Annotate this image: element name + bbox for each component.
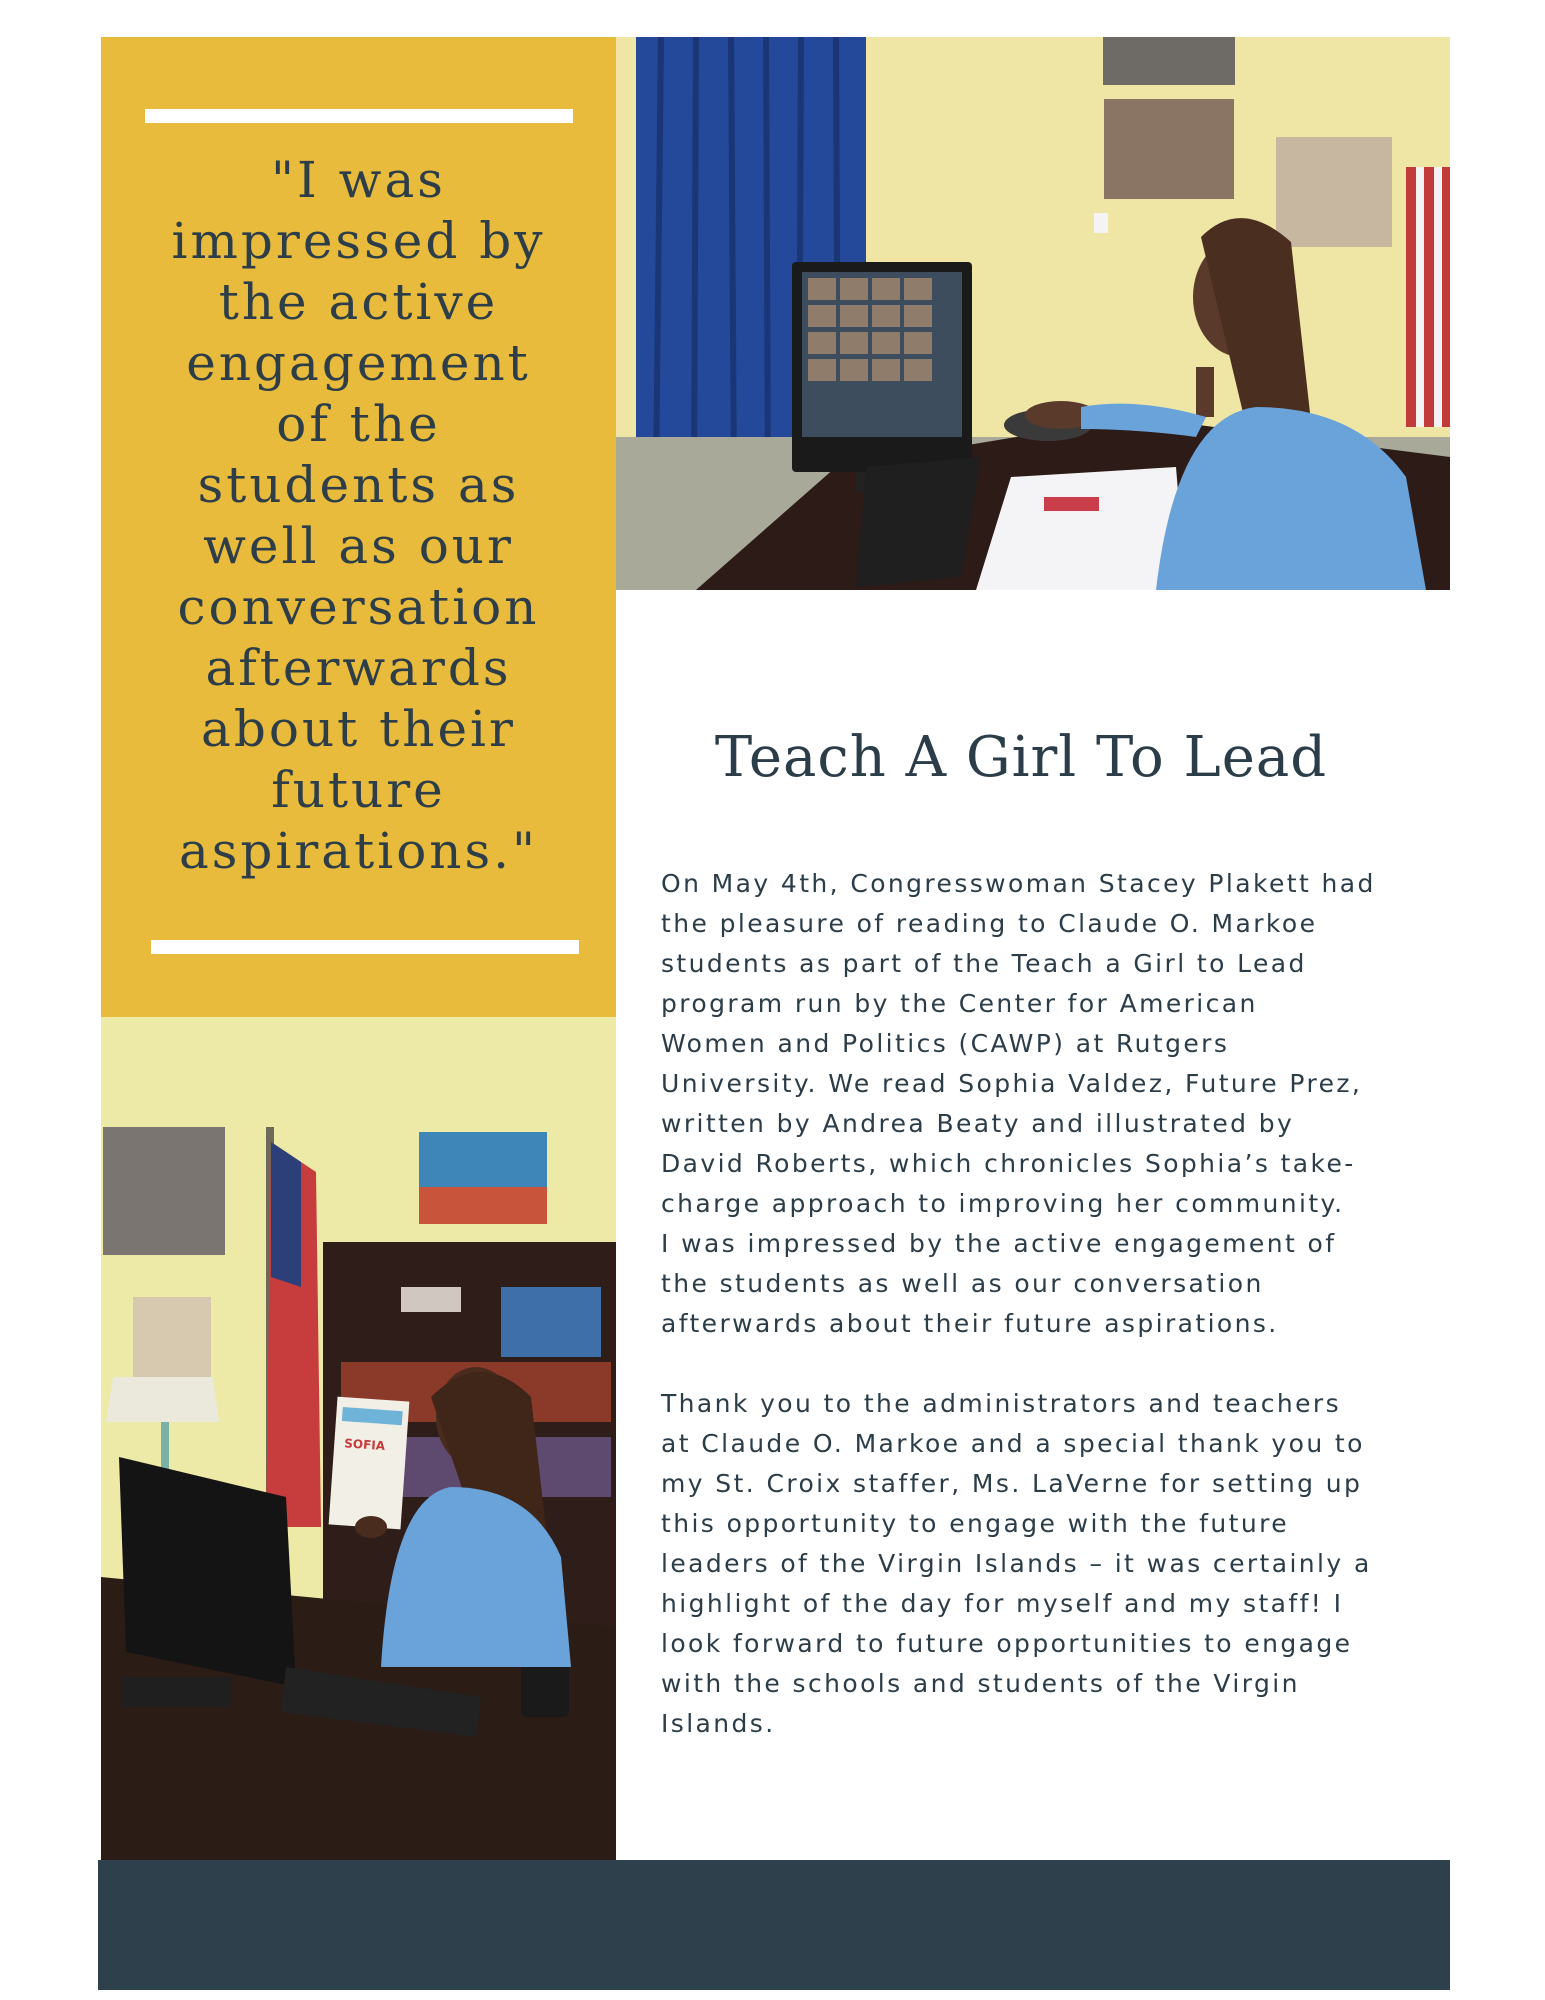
- article-title: Teach A Girl To Lead: [714, 725, 1328, 790]
- book-cover-text: SOFIA: [343, 1436, 386, 1454]
- pull-quote: "I was impressed by the active engagement of the students as well as our conversation afterwards about their future aspirations.": [171, 151, 546, 880]
- article-paragraph-2: Thank you to the administrators and teachers at Claude O. Markoe and a special thank you to my St. Croix staffer, Ms. LaVerne for setting up this opportunity to engage with the future leaders of the Virgin Islands – it was certainly a highlight of the day for myself and my staff! I look forward to future opportunities to engage with the schools and students of the Virgin Islands.: [661, 1389, 1372, 1738]
- article-body: [661, 864, 1431, 1784]
- photo-virtual-class: [616, 37, 1450, 590]
- photo-reading-book: [101, 1017, 616, 1860]
- quote-divider-bottom: [151, 940, 579, 954]
- quote-divider-top: [145, 109, 573, 123]
- footer-band: [98, 1860, 1450, 1990]
- article-paragraph-1: On May 4th, Congresswoman Stacey Plakett had the pleasure of reading to Claude O. Markoe students as part of the Teach a Girl to Lead program run by the Center for American Women and Politics (CAWP) at Rutgers University. We read Sophia Valdez, Future Prez, written by Andrea Beaty and illustrated by David Roberts, which chronicles Sophia’s take- charge approach to improving her community. I was impressed by the active engagement of the students as well as our conversation afterwards about their future aspirations.: [661, 869, 1376, 1338]
